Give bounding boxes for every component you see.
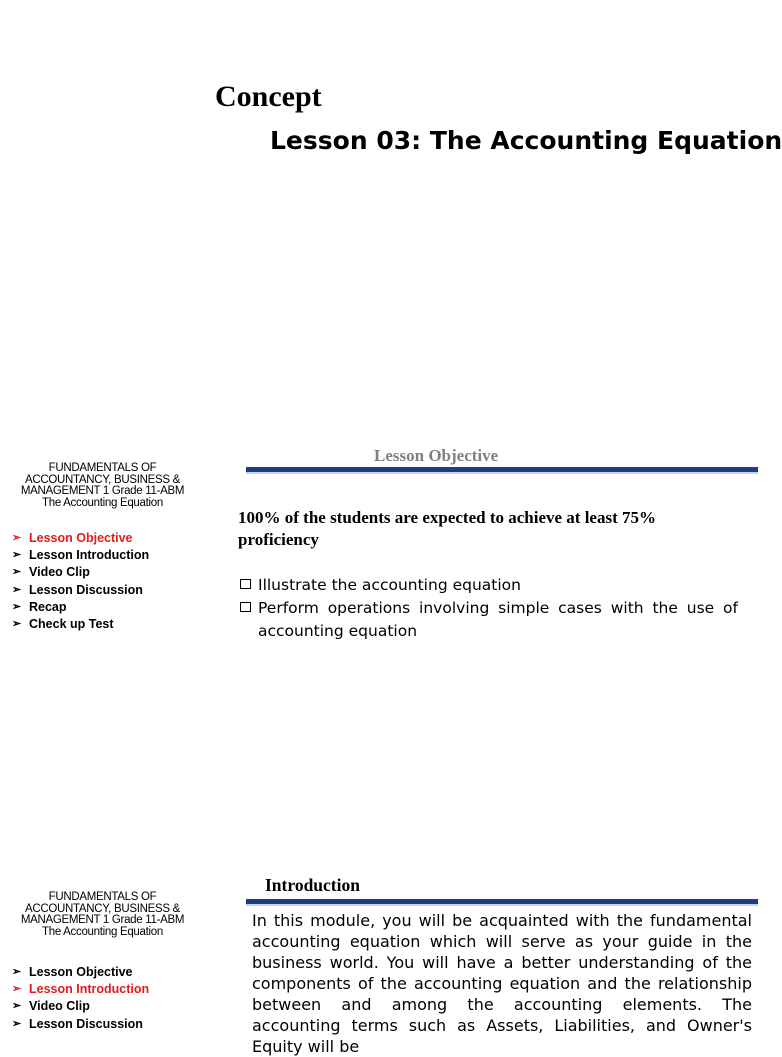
section-heading: Introduction bbox=[265, 875, 360, 895]
arrow-icon: ➢ bbox=[12, 1017, 22, 1030]
nav-item-video-clip[interactable]: ➢ Video Clip bbox=[12, 564, 149, 581]
nav-item-lesson-introduction[interactable]: ➢ Lesson Introduction bbox=[12, 981, 149, 998]
course-line: MANAGEMENT 1 Grade 11-ABM bbox=[20, 914, 185, 926]
nav-item-lesson-discussion[interactable]: ➢ Lesson Discussion bbox=[12, 1016, 149, 1033]
nav-item-recap[interactable]: ➢ Recap bbox=[12, 599, 149, 616]
nav-item-lesson-objective[interactable]: ➢ Lesson Objective bbox=[12, 530, 149, 547]
arrow-icon: ➢ bbox=[12, 966, 22, 978]
arrow-icon: ➢ bbox=[12, 532, 22, 544]
lesson-title bbox=[270, 126, 782, 155]
introduction-slide bbox=[0, 850, 768, 1056]
course-title bbox=[10, 463, 195, 509]
arrow-icon: ➢ bbox=[12, 1000, 22, 1013]
arrow-icon: ➢ bbox=[12, 583, 22, 596]
objective-list bbox=[238, 574, 738, 643]
nav-item-video-clip[interactable]: ➢ Video Clip bbox=[12, 998, 149, 1015]
divider bbox=[246, 467, 758, 474]
course-line: The Accounting Equation bbox=[42, 925, 163, 938]
nav-item-lesson-discussion[interactable]: ➢ Lesson Discussion bbox=[12, 582, 149, 599]
nav-item-lesson-introduction[interactable]: ➢ Lesson Introduction bbox=[12, 547, 149, 564]
arrow-icon: ➢ bbox=[12, 617, 22, 630]
course-line: The Accounting Equation bbox=[42, 496, 163, 509]
course-title bbox=[10, 892, 195, 938]
introduction-paragraph: In this module, you will be acquainted with the fundamental accounting equation which will serve as your guide in the business world. You will have a better understanding of the components of the accounting equation and the relationship between and among the accounting elements. The accounting terms such as Assets, Liabilities, and Owner's Equity will be bbox=[252, 911, 752, 1056]
lesson-name: The Accounting Equation bbox=[429, 126, 782, 155]
section-heading: Lesson Objective bbox=[374, 446, 499, 465]
divider bbox=[246, 899, 758, 906]
checkbox-icon bbox=[240, 579, 251, 589]
nav-item-check-up-test[interactable]: ➢ Check up Test bbox=[12, 616, 149, 633]
course-line: MANAGEMENT 1 Grade 11-ABM bbox=[20, 485, 185, 497]
course-line: ACCOUNTANCY, BUSINESS & bbox=[25, 473, 180, 486]
objective-slide bbox=[0, 420, 768, 850]
course-line: ACCOUNTANCY, BUSINESS & bbox=[25, 902, 180, 915]
lesson-nav bbox=[12, 964, 149, 1033]
course-line: FUNDAMENTALS OF bbox=[48, 891, 157, 903]
checkbox-icon bbox=[240, 602, 251, 612]
list-item: Illustrate the accounting equation bbox=[238, 574, 738, 597]
list-item: Perform operations involving simple cases with the use of accounting equation bbox=[238, 597, 738, 643]
arrow-icon: ➢ bbox=[12, 600, 22, 613]
nav-item-lesson-objective[interactable]: ➢ Lesson Objective bbox=[12, 964, 149, 981]
title-slide bbox=[0, 0, 782, 420]
arrow-icon: ➢ bbox=[12, 549, 22, 562]
arrow-icon: ➢ bbox=[12, 983, 22, 996]
lesson-number: Lesson 03: bbox=[270, 126, 422, 155]
course-line: FUNDAMENTALS OF bbox=[48, 462, 157, 474]
objective-statement: 100% of the students are expected to achieve at least 75% proficiency bbox=[238, 508, 657, 549]
arrow-icon: ➢ bbox=[12, 566, 22, 579]
lesson-nav bbox=[12, 530, 149, 633]
concept-title: Concept bbox=[215, 80, 322, 113]
